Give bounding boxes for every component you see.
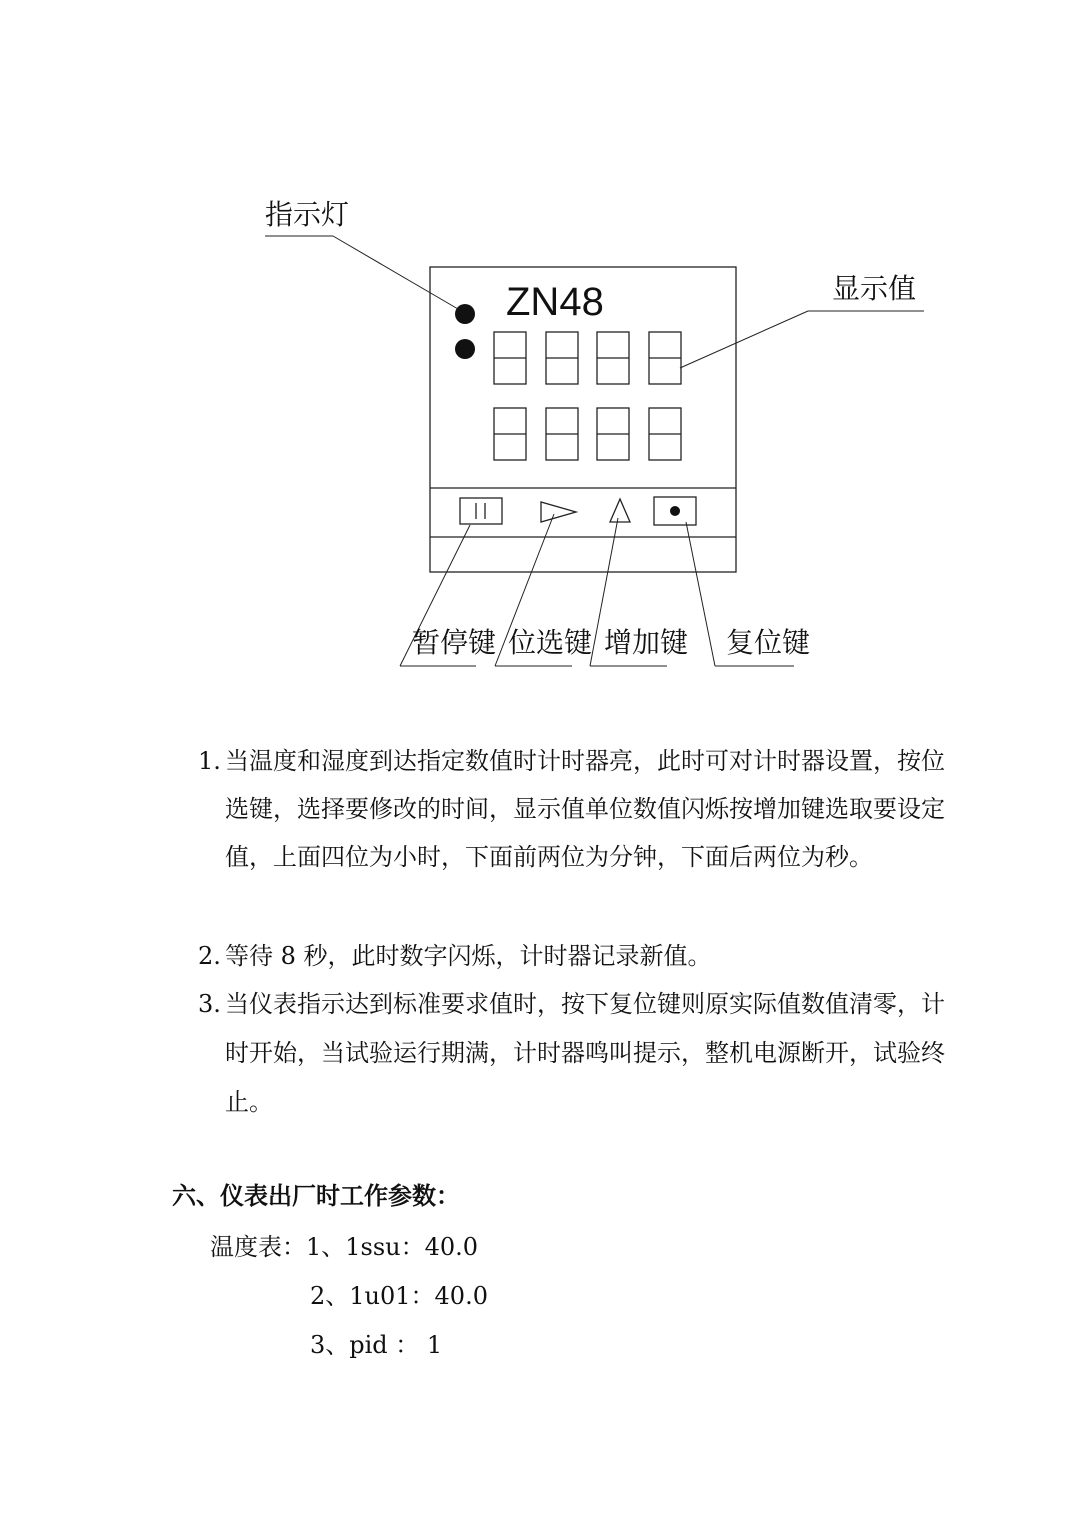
indicator-light-top	[455, 304, 475, 324]
label-indicator: 指示灯	[265, 198, 350, 231]
reset-key-icon	[654, 497, 696, 525]
param-line-2: 2、1u01：40.0	[310, 1282, 488, 1310]
instruction-line: 值，上面四位为小时，下面前两位为分钟，下面后两位为秒。	[225, 843, 873, 871]
list-number: 1.	[198, 747, 221, 775]
label-pause-key: 暂停键	[412, 626, 497, 659]
instruction-line: 当仪表指示达到标准要求值时，按下复位键则原实际值数值清零，计	[225, 990, 945, 1018]
label-digit-select-key: 位选键	[508, 626, 593, 659]
label-increase-key: 增加键	[604, 626, 689, 659]
section-heading: 六、仪表出厂时工作参数：	[172, 1182, 460, 1210]
instruction-line: 等待 8 秒，此时数字闪烁，计时器记录新值。	[225, 942, 712, 970]
label-display-value: 显示值	[832, 272, 917, 305]
zn48-panel-diagram	[0, 0, 1075, 700]
param-line-1: 温度表：1、1ssu：40.0	[210, 1233, 479, 1261]
digit-select-key-icon	[541, 502, 576, 522]
list-number: 3.	[198, 990, 221, 1018]
indicator-light-bottom	[455, 339, 475, 359]
display-row-top	[494, 332, 681, 384]
instruction-line: 当温度和湿度到达指定数值时计时器亮，此时可对计时器设置，按位	[225, 747, 945, 775]
model-label: ZN48	[506, 280, 604, 324]
list-number: 2.	[198, 942, 221, 970]
label-reset-key: 复位键	[726, 626, 811, 659]
pause-key-icon	[460, 498, 502, 524]
param-line-3: 3、pid ： 1	[310, 1331, 443, 1359]
instruction-line: 时开始，当试验运行期满，计时器鸣叫提示，整机电源断开，试验终	[225, 1039, 945, 1067]
instruction-line: 止。	[225, 1088, 273, 1116]
display-row-bottom	[494, 408, 681, 460]
increase-key-icon	[610, 499, 630, 522]
instruction-line: 选键，选择要修改的时间，显示值单位数值闪烁按增加键选取要设定	[225, 795, 945, 823]
